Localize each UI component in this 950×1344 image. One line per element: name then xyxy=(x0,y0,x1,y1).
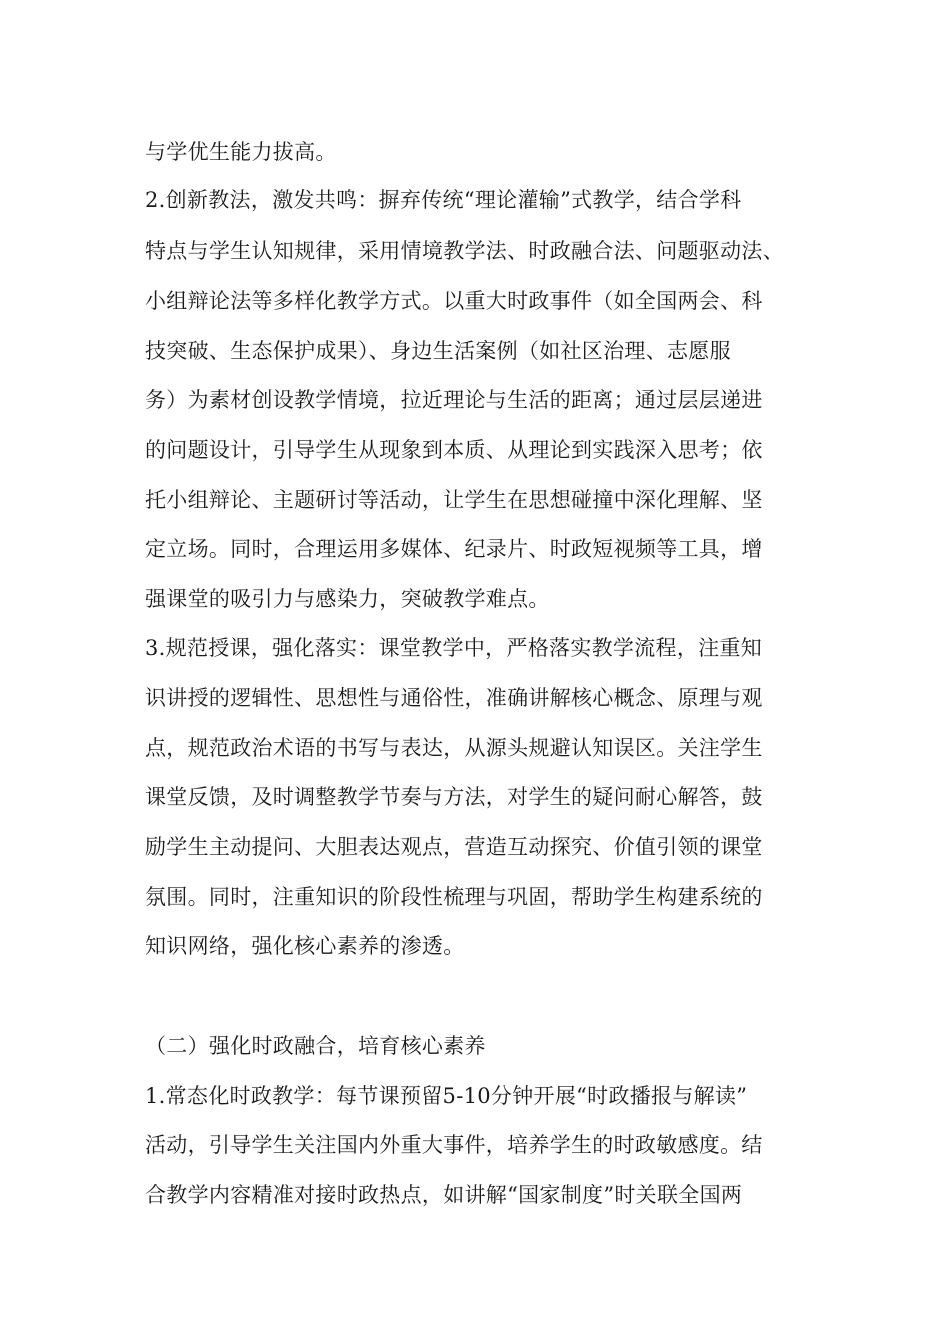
text-line: 1.常态化时政教学：每节课预留5-10分钟开展“时政播报与解读” xyxy=(145,1084,748,1108)
text-line: 定立场。同时，合理运用多媒体、纪录片、时政短视频等工具，增 xyxy=(145,537,763,561)
text-line: 务）为素材创设教学情境，拉近理论与生活的距离；通过层层递进 xyxy=(145,388,763,412)
text-line: 2.创新教法，激发共鸣：摒弃传统“理论灌输”式教学，结合学科 xyxy=(145,188,742,212)
text-line: 特点与学生认知规律，采用情境教学法、时政融合法、问题驱动法、 xyxy=(145,239,784,263)
text-line: 小组辩论法等多样化教学方式。以重大时政事件（如全国两会、科 xyxy=(145,289,763,313)
text-line: 点，规范政治术语的书写与表达，从源头规避认知误区。关注学生 xyxy=(145,736,763,760)
text-line: 3.规范授课，强化落实：课堂教学中，严格落实教学流程，注重知 xyxy=(145,636,763,660)
text-line: 与学优生能力拔高。 xyxy=(145,140,337,164)
text-line: 励学生主动提问、大胆表达观点，营造互动探究、价值引领的课堂 xyxy=(145,835,763,859)
text-line: 活动，引导学生关注国内外重大事件，培养学生的时政敏感度。结 xyxy=(145,1133,763,1157)
section-heading: （二）强化时政融合，培育核心素养 xyxy=(145,1034,486,1058)
text-line: 技突破、生态保护成果）、身边生活案例（如社区治理、志愿服 xyxy=(145,339,731,363)
text-line: 强课堂的吸引力与感染力，突破教学难点。 xyxy=(145,587,550,611)
text-line: 知识网络，强化核心素养的渗透。 xyxy=(145,934,465,958)
text-line: 氛围。同时，注重知识的阶段性梳理与巩固，帮助学生构建系统的 xyxy=(145,885,763,909)
text-line: 合教学内容精准对接时政热点，如讲解“国家制度”时关联全国两 xyxy=(145,1183,743,1207)
text-line: 识讲授的逻辑性、思想性与通俗性，准确讲解核心概念、原理与观 xyxy=(145,686,763,710)
text-line: 托小组辩论、主题研讨等活动，让学生在思想碰撞中深化理解、坚 xyxy=(145,488,763,512)
text-line: 课堂反馈，及时调整教学节奏与方法，对学生的疑问耐心解答，鼓 xyxy=(145,785,763,809)
text-line: 的问题设计，引导学生从现象到本质、从理论到实践深入思考；依 xyxy=(145,438,763,462)
